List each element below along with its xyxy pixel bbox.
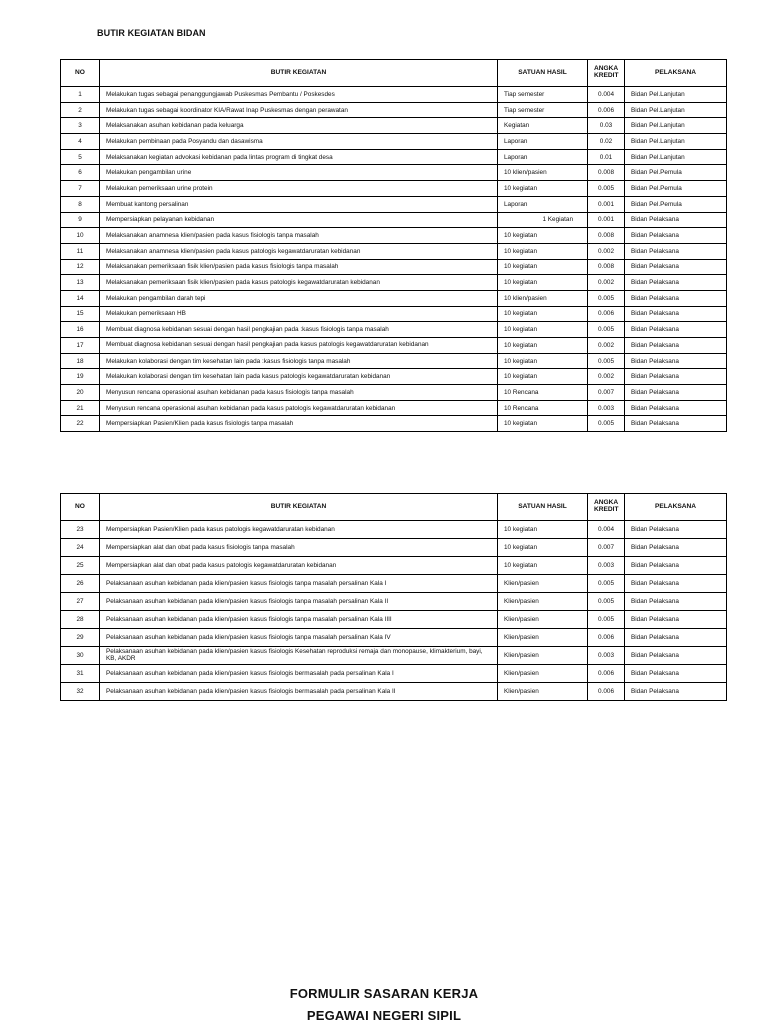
table-row <box>61 275 727 291</box>
cell-credit: 0.005 <box>588 181 625 197</box>
cell-executor: Bidan Pelaksana <box>625 647 727 665</box>
cell-credit: 0.005 <box>588 322 625 338</box>
cell-unit: Klien/pasien <box>498 665 588 683</box>
header-no: NO <box>61 494 100 521</box>
table-header-row <box>61 60 727 87</box>
cell-unit: 10 kegiatan <box>498 181 588 197</box>
cell-credit: 0.008 <box>588 165 625 181</box>
cell-no: 32 <box>61 683 100 701</box>
cell-activity: Melakukan tugas sebagai penanggungjawab Puskesmas Pembantu / Poskesdes <box>100 87 498 103</box>
header-executor: PELAKSANA <box>625 494 727 521</box>
cell-no: 21 <box>61 400 100 416</box>
cell-executor: Bidan Pelaksana <box>625 593 727 611</box>
cell-no: 23 <box>61 521 100 539</box>
cell-activity: Melakukan kolaborasi dengan tim kesehatan lain pada :kasus fisiologis tanpa masalah <box>100 353 498 369</box>
cell-activity: Pelaksanaan asuhan kebidanan pada klien/pasien kasus fisiologis tanpa masalah persalinan Kala IIII <box>100 611 498 629</box>
table-row <box>61 87 727 103</box>
table-row <box>61 629 727 647</box>
cell-unit: 10 Rencana <box>498 385 588 401</box>
cell-credit: 0.002 <box>588 369 625 385</box>
table-row <box>61 165 727 181</box>
header-no: NO <box>61 60 100 87</box>
cell-unit: 10 kegiatan <box>498 275 588 291</box>
cell-executor: Bidan Pelaksana <box>625 306 727 322</box>
table-row <box>61 400 727 416</box>
cell-credit: 0.006 <box>588 306 625 322</box>
cell-no: 17 <box>61 338 100 354</box>
cell-executor: Bidan Pelaksana <box>625 385 727 401</box>
cell-unit: 10 kegiatan <box>498 557 588 575</box>
cell-no: 20 <box>61 385 100 401</box>
cell-activity: Pelaksanaan asuhan kebidanan pada klien/pasien kasus fisiologis bermasalah pada persalinan Kala II <box>100 683 498 701</box>
cell-no: 24 <box>61 539 100 557</box>
cell-unit: Klien/pasien <box>498 647 588 665</box>
cell-executor: Bidan Pelaksana <box>625 228 727 244</box>
cell-credit: 0.01 <box>588 149 625 165</box>
cell-activity: Melaksanakan pemeriksaan fisik klien/pasien pada kasus fisiologis tanpa masalah <box>100 259 498 275</box>
table-row <box>61 353 727 369</box>
cell-no: 12 <box>61 259 100 275</box>
cell-activity: Melakukan kolaborasi dengan tim kesehatan lain pada kasus patologis kegawatdaruratan kebidanan <box>100 369 498 385</box>
table-row <box>61 575 727 593</box>
cell-no: 16 <box>61 322 100 338</box>
cell-activity: Pelaksanaan asuhan kebidanan pada klien/pasien kasus fisiologis Kesehatan reproduksi remaja dan monopause, klimakterium, bayi, KB, AKDR <box>100 647 498 665</box>
table-row <box>61 683 727 701</box>
cell-executor: Bidan Pel.Pemula <box>625 165 727 181</box>
table-row <box>61 593 727 611</box>
cell-activity: Melaksanakan asuhan kebidanan pada keluarga <box>100 118 498 134</box>
cell-credit: 0.006 <box>588 102 625 118</box>
cell-activity: Mempersiapkan pelayanan kebidanan <box>100 212 498 228</box>
cell-no: 1 <box>61 87 100 103</box>
cell-activity: Melakukan tugas sebagai koordinator KIA/Rawat Inap Puskesmas dengan perawatan <box>100 102 498 118</box>
cell-executor: Bidan Pelaksana <box>625 683 727 701</box>
table-row <box>61 290 727 306</box>
cell-unit: 10 kegiatan <box>498 322 588 338</box>
cell-unit: 10 kegiatan <box>498 338 588 354</box>
cell-activity: Melaksanakan pemeriksaan fisik klien/pasien pada kasus patologis kegawatdaruratan kebidanan <box>100 275 498 291</box>
cell-credit: 0.02 <box>588 134 625 150</box>
cell-no: 25 <box>61 557 100 575</box>
cell-credit: 0.006 <box>588 683 625 701</box>
cell-activity: Melaksanakan kegiatan advokasi kebidanan pada lintas program di tingkat desa <box>100 149 498 165</box>
cell-unit: 10 kegiatan <box>498 228 588 244</box>
footer-title-line1: FORMULIR SASARAN KERJA <box>289 986 479 1001</box>
table-row <box>61 212 727 228</box>
cell-activity: Melaksanakan anamnesa klien/pasien pada kasus patologis kegawatdaruratan kebidanan <box>100 243 498 259</box>
table-row <box>61 338 727 354</box>
cell-activity: Membuat diagnosa kebidanan sesuai dengan hasil pengkajian pada kasus patologis kegawatdaruratan kebidanan <box>100 338 498 354</box>
cell-unit: Klien/pasien <box>498 575 588 593</box>
table-row <box>61 134 727 150</box>
cell-credit: 0.005 <box>588 416 625 432</box>
table-row <box>61 118 727 134</box>
cell-unit: 10 kegiatan <box>498 259 588 275</box>
cell-credit: 0.008 <box>588 259 625 275</box>
cell-unit: 10 kegiatan <box>498 353 588 369</box>
cell-credit: 0.004 <box>588 87 625 103</box>
cell-credit: 0.001 <box>588 212 625 228</box>
cell-credit: 0.002 <box>588 275 625 291</box>
cell-executor: Bidan Pel.Lanjutan <box>625 102 727 118</box>
cell-credit: 0.03 <box>588 118 625 134</box>
header-activity: BUTIR KEGIATAN <box>100 60 498 87</box>
cell-activity: Pelaksanaan asuhan kebidanan pada klien/pasien kasus fisiologis tanpa masalah persalinan Kala IV <box>100 629 498 647</box>
cell-no: 4 <box>61 134 100 150</box>
cell-executor: Bidan Pel.Pemula <box>625 181 727 197</box>
cell-activity: Melakukan pengambilan darah tepi <box>100 290 498 306</box>
cell-no: 5 <box>61 149 100 165</box>
cell-unit: Klien/pasien <box>498 629 588 647</box>
cell-executor: Bidan Pelaksana <box>625 338 727 354</box>
cell-unit: Klien/pasien <box>498 611 588 629</box>
cell-executor: Bidan Pelaksana <box>625 400 727 416</box>
cell-no: 29 <box>61 629 100 647</box>
cell-activity: Melakukan pemeriksaan HB <box>100 306 498 322</box>
cell-activity: Menyusun rencana operasional asuhan kebidanan pada kasus patologis kegawatdaruratan kebidanan <box>100 400 498 416</box>
cell-executor: Bidan Pelaksana <box>625 353 727 369</box>
table-row <box>61 228 727 244</box>
cell-unit: Laporan <box>498 196 588 212</box>
cell-unit: 10 kegiatan <box>498 521 588 539</box>
cell-no: 22 <box>61 416 100 432</box>
cell-no: 26 <box>61 575 100 593</box>
cell-no: 11 <box>61 243 100 259</box>
cell-credit: 0.008 <box>588 228 625 244</box>
cell-activity: Melaksanakan anamnesa klien/pasien pada kasus fisiologis tanpa masalah <box>100 228 498 244</box>
table-row <box>61 369 727 385</box>
cell-executor: Bidan Pel.Pemula <box>625 196 727 212</box>
cell-unit: Klien/pasien <box>498 683 588 701</box>
cell-credit: 0.006 <box>588 665 625 683</box>
cell-no: 14 <box>61 290 100 306</box>
cell-activity: Menyusun rencana operasional asuhan kebidanan pada kasus fisiologis tanpa masalah <box>100 385 498 401</box>
cell-unit: Klien/pasien <box>498 593 588 611</box>
table-row <box>61 181 727 197</box>
cell-no: 28 <box>61 611 100 629</box>
footer-title-line2: PEGAWAI NEGERI SIPIL <box>306 1008 462 1023</box>
cell-credit: 0.004 <box>588 521 625 539</box>
cell-activity: Pelaksanaan asuhan kebidanan pada klien/pasien kasus fisiologis tanpa masalah persalinan Kala II <box>100 593 498 611</box>
header-activity: BUTIR KEGIATAN <box>100 494 498 521</box>
cell-executor: Bidan Pel.Lanjutan <box>625 134 727 150</box>
table-row <box>61 306 727 322</box>
cell-unit: 10 Rencana <box>498 400 588 416</box>
cell-unit: Kegiatan <box>498 118 588 134</box>
cell-no: 13 <box>61 275 100 291</box>
cell-unit: 10 kegiatan <box>498 243 588 259</box>
cell-credit: 0.003 <box>588 400 625 416</box>
cell-executor: Bidan Pelaksana <box>625 665 727 683</box>
header-unit: SATUAN HASIL <box>498 494 588 521</box>
cell-no: 8 <box>61 196 100 212</box>
cell-activity: Membuat kantong persalinan <box>100 196 498 212</box>
cell-activity: Mempersiapkan Pasien/Klien pada kasus patologis kegawatdaruratan kebidanan <box>100 521 498 539</box>
cell-executor: Bidan Pelaksana <box>625 416 727 432</box>
cell-no: 27 <box>61 593 100 611</box>
header-credit: ANGKA KREDIT <box>588 494 625 521</box>
cell-activity: Membuat diagnosa kebidanan sesuai dengan hasil pengkajian pada :kasus fisiologis tanpa masalah <box>100 322 498 338</box>
cell-no: 7 <box>61 181 100 197</box>
cell-executor: Bidan Pelaksana <box>625 557 727 575</box>
cell-activity: Melakukan pembinaan pada Posyandu dan dasawisma <box>100 134 498 150</box>
cell-activity: Pelaksanaan asuhan kebidanan pada klien/pasien kasus fisiologis tanpa masalah persalinan Kala I <box>100 575 498 593</box>
table-row <box>61 102 727 118</box>
cell-credit: 0.005 <box>588 593 625 611</box>
cell-executor: Bidan Pelaksana <box>625 521 727 539</box>
cell-no: 18 <box>61 353 100 369</box>
cell-no: 2 <box>61 102 100 118</box>
cell-activity: Mempersiapkan Pasien/Klien pada kasus fisiologis tanpa masalah <box>100 416 498 432</box>
cell-no: 9 <box>61 212 100 228</box>
cell-executor: Bidan Pelaksana <box>625 611 727 629</box>
cell-unit: Tiap semester <box>498 87 588 103</box>
cell-no: 15 <box>61 306 100 322</box>
cell-credit: 0.003 <box>588 647 625 665</box>
table-row <box>61 243 727 259</box>
cell-unit: 10 kegiatan <box>498 416 588 432</box>
cell-credit: 0.002 <box>588 338 625 354</box>
cell-executor: Bidan Pelaksana <box>625 243 727 259</box>
cell-executor: Bidan Pel.Lanjutan <box>625 118 727 134</box>
cell-credit: 0.006 <box>588 629 625 647</box>
table-row <box>61 557 727 575</box>
cell-executor: Bidan Pelaksana <box>625 275 727 291</box>
cell-credit: 0.007 <box>588 385 625 401</box>
cell-executor: Bidan Pelaksana <box>625 539 727 557</box>
cell-credit: 0.003 <box>588 557 625 575</box>
cell-activity: Mempersiapkan alat dan obat pada kasus fisiologis tanpa masalah <box>100 539 498 557</box>
cell-credit: 0.005 <box>588 611 625 629</box>
cell-executor: Bidan Pelaksana <box>625 629 727 647</box>
cell-executor: Bidan Pelaksana <box>625 322 727 338</box>
table-row <box>61 539 727 557</box>
cell-credit: 0.005 <box>588 575 625 593</box>
cell-no: 30 <box>61 647 100 665</box>
table-row <box>61 416 727 432</box>
table-row <box>61 385 727 401</box>
cell-executor: Bidan Pelaksana <box>625 369 727 385</box>
cell-unit: 1 Kegiatan <box>498 212 588 228</box>
cell-activity: Melakukan pengambilan urine <box>100 165 498 181</box>
cell-credit: 0.002 <box>588 243 625 259</box>
cell-activity: Pelaksanaan asuhan kebidanan pada klien/pasien kasus fisiologis bermasalah pada persalinan Kala I <box>100 665 498 683</box>
cell-credit: 0.005 <box>588 290 625 306</box>
cell-unit: 10 kegiatan <box>498 369 588 385</box>
table-row <box>61 149 727 165</box>
table-header-row <box>61 494 727 521</box>
cell-executor: Bidan Pelaksana <box>625 575 727 593</box>
cell-unit: Laporan <box>498 149 588 165</box>
cell-credit: 0.007 <box>588 539 625 557</box>
cell-credit: 0.001 <box>588 196 625 212</box>
cell-executor: Bidan Pelaksana <box>625 259 727 275</box>
cell-no: 31 <box>61 665 100 683</box>
cell-executor: Bidan Pel.Lanjutan <box>625 87 727 103</box>
cell-unit: 10 kegiatan <box>498 539 588 557</box>
cell-credit: 0.005 <box>588 353 625 369</box>
table-row <box>61 322 727 338</box>
document-title: BUTIR KEGIATAN BIDAN <box>97 28 206 38</box>
cell-activity: Mempersiapkan alat dan obat pada kasus patologis kegawatdaruratan kebidanan <box>100 557 498 575</box>
cell-activity: Melakukan pemeriksaan urine protein <box>100 181 498 197</box>
cell-unit: Laporan <box>498 134 588 150</box>
header-executor: PELAKSANA <box>625 60 727 87</box>
cell-executor: Bidan Pel.Lanjutan <box>625 149 727 165</box>
table-row <box>61 611 727 629</box>
table-row <box>61 521 727 539</box>
table-row <box>61 647 727 665</box>
cell-no: 3 <box>61 118 100 134</box>
header-unit: SATUAN HASIL <box>498 60 588 87</box>
activity-table-1 <box>60 59 727 432</box>
activity-table-2 <box>60 493 727 701</box>
cell-executor: Bidan Pelaksana <box>625 212 727 228</box>
cell-no: 10 <box>61 228 100 244</box>
cell-executor: Bidan Pelaksana <box>625 290 727 306</box>
cell-no: 6 <box>61 165 100 181</box>
cell-unit: 10 klien/pasien <box>498 290 588 306</box>
cell-unit: 10 kegiatan <box>498 306 588 322</box>
table-row <box>61 196 727 212</box>
header-credit: ANGKA KREDIT <box>588 60 625 87</box>
cell-unit: 10 klien/pasien <box>498 165 588 181</box>
table-row <box>61 665 727 683</box>
table-row <box>61 259 727 275</box>
cell-no: 19 <box>61 369 100 385</box>
cell-unit: Tiap semester <box>498 102 588 118</box>
